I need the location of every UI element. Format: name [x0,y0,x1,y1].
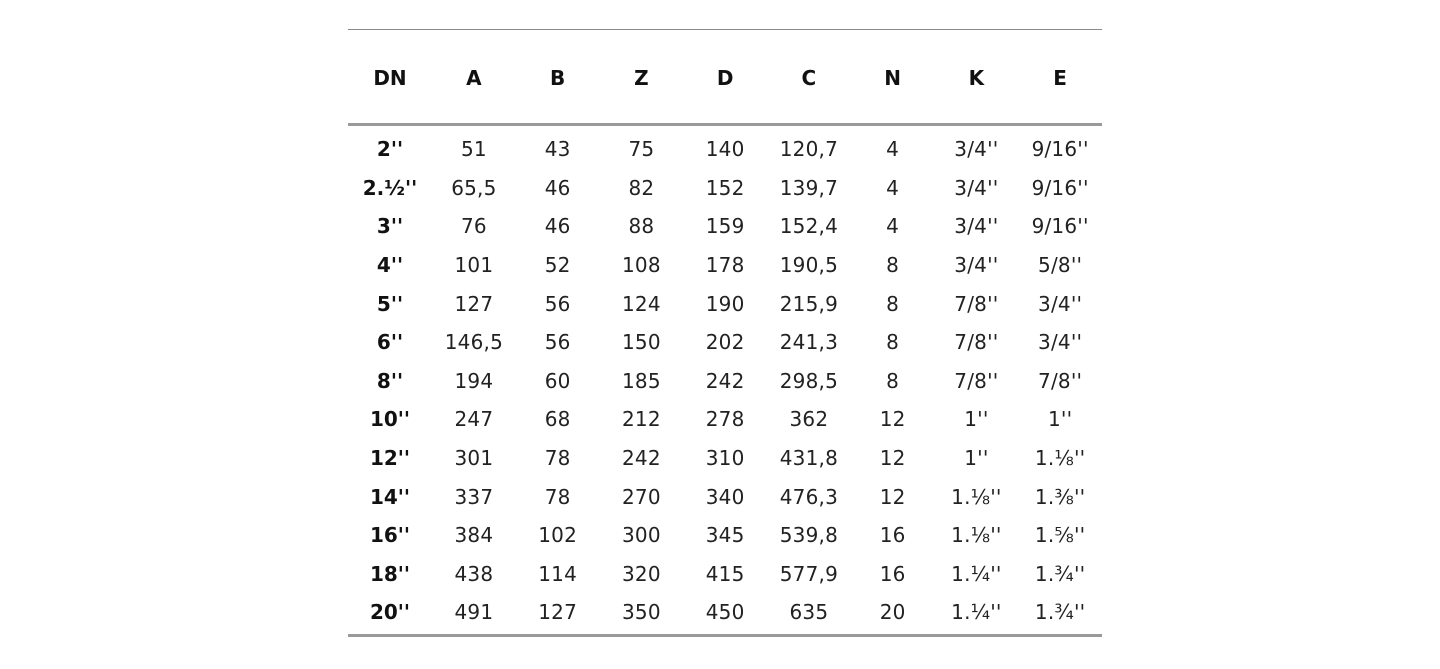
cell-d: 278 [705,407,745,432]
cell-a: 194 [454,368,494,393]
cell-n: 8 [886,330,900,355]
cell-k: 1'' [964,446,989,471]
cell-n: 4 [886,175,900,200]
dimension-table-body [348,126,1102,634]
column-header-d: D [716,65,734,90]
cell-d: 140 [705,137,745,162]
bottom-rule [348,634,1102,637]
cell-a: 247 [454,407,494,432]
cell-k: 3/4'' [954,137,999,162]
cell-z: 82 [628,175,655,200]
cell-b: 46 [544,175,571,200]
cell-z: 108 [621,253,661,278]
table-body [348,126,1102,634]
cell-d: 202 [705,330,745,355]
cell-d: 159 [705,214,745,239]
cell-c: 190,5 [779,253,838,278]
row-dn-cell: 5'' [376,291,404,316]
row-dn-cell: 2'' [376,137,404,162]
row-dn-cell: 10'' [369,407,411,432]
cell-b: 102 [538,523,578,548]
cell-c: 215,9 [779,291,838,316]
cell-c: 362 [789,407,829,432]
cell-a: 337 [454,484,494,509]
cell-e: 9/16'' [1031,175,1089,200]
cell-k: 1'' [964,407,989,432]
cell-k: 7/8'' [954,368,999,393]
cell-n: 12 [879,407,906,432]
cell-n: 8 [886,291,900,316]
cell-a: 301 [454,446,494,471]
row-dn-cell: 2.½'' [362,175,418,200]
cell-c: 539,8 [779,523,838,548]
table-row [348,362,1102,401]
cell-d: 450 [705,600,745,625]
cell-n: 8 [886,253,900,278]
cell-z: 212 [621,407,661,432]
cell-d: 345 [705,523,745,548]
table-row [348,169,1102,208]
cell-e: 1'' [1047,407,1073,432]
cell-a: 491 [454,600,494,625]
column-header-e: E [1053,65,1067,90]
cell-a: 438 [454,561,494,586]
cell-z: 350 [621,600,661,625]
cell-n: 8 [886,368,900,393]
cell-k: 3/4'' [954,214,999,239]
cell-z: 150 [621,330,661,355]
cell-c: 139,7 [779,175,838,200]
row-dn-cell: 12'' [369,446,411,471]
dimension-table-container [348,29,1102,637]
cell-b: 127 [538,600,578,625]
cell-k: 1.¼'' [951,561,1002,586]
cell-e: 9/16'' [1031,137,1089,162]
column-header-c: C [801,65,817,90]
cell-k: 7/8'' [954,291,999,316]
cell-k: 1.¼'' [951,600,1002,625]
table-row [348,284,1102,323]
cell-a: 101 [454,253,494,278]
cell-a: 76 [460,214,487,239]
row-dn-cell: 20'' [369,600,411,625]
cell-e: 9/16'' [1031,214,1089,239]
cell-n: 20 [879,600,906,625]
column-header-k: K [968,65,985,90]
column-header-a: A [466,65,482,90]
row-dn-cell: 14'' [369,484,411,509]
cell-n: 16 [879,523,906,548]
column-header-b: B [550,65,566,90]
cell-b: 78 [544,484,571,509]
cell-z: 185 [621,368,661,393]
row-dn-cell: 6'' [376,330,404,355]
cell-a: 146,5 [444,330,503,355]
cell-b: 43 [544,137,571,162]
cell-e: 7/8'' [1038,368,1083,393]
header-row [348,30,1102,123]
cell-b: 60 [544,368,571,393]
cell-a: 51 [460,137,487,162]
table-row [348,207,1102,246]
cell-d: 310 [705,446,745,471]
cell-z: 242 [621,446,661,471]
table-row [348,593,1102,634]
cell-z: 75 [628,137,655,162]
cell-n: 16 [879,561,906,586]
cell-a: 65,5 [451,175,497,200]
cell-z: 270 [621,484,661,509]
cell-c: 152,4 [779,214,838,239]
table-row [348,439,1102,478]
cell-k: 1.⅛'' [951,484,1002,509]
table-row [348,400,1102,439]
table-row [348,555,1102,594]
cell-a: 384 [454,523,494,548]
cell-b: 46 [544,214,571,239]
cell-e: 1.¾'' [1034,600,1086,625]
cell-k: 3/4'' [954,253,999,278]
row-dn-cell: 16'' [369,523,411,548]
cell-d: 415 [705,561,745,586]
cell-e: 1.⅛'' [1034,446,1086,471]
column-header-dn: DN [373,65,407,90]
row-dn-cell: 3'' [376,214,404,239]
cell-c: 241,3 [779,330,838,355]
cell-b: 114 [538,561,578,586]
table-row [348,323,1102,362]
cell-d: 242 [705,368,745,393]
row-dn-cell: 4'' [376,253,404,278]
cell-c: 431,8 [779,446,838,471]
cell-d: 340 [705,484,745,509]
cell-k: 1.⅛'' [951,523,1002,548]
cell-n: 4 [886,214,900,239]
column-header-z: Z [634,65,649,90]
cell-b: 78 [544,446,571,471]
table-row [348,516,1102,555]
cell-z: 320 [621,561,661,586]
cell-a: 127 [454,291,494,316]
cell-e: 1.⅜'' [1034,484,1086,509]
cell-d: 152 [705,175,745,200]
table-row [348,477,1102,516]
cell-c: 476,3 [779,484,838,509]
table-row [348,246,1102,285]
cell-c: 298,5 [779,368,838,393]
cell-b: 56 [544,291,571,316]
cell-b: 68 [544,407,571,432]
cell-n: 12 [879,484,906,509]
cell-k: 3/4'' [954,175,999,200]
cell-e: 5/8'' [1038,253,1083,278]
row-dn-cell: 8'' [376,368,404,393]
cell-z: 88 [628,214,655,239]
cell-c: 577,9 [779,561,838,586]
row-dn-cell: 18'' [369,561,411,586]
cell-b: 56 [544,330,571,355]
cell-d: 190 [705,291,745,316]
table-row [348,126,1102,169]
table-header [348,30,1102,123]
cell-e: 3/4'' [1038,291,1083,316]
cell-d: 178 [705,253,745,278]
cell-e: 1.⅝'' [1034,523,1086,548]
cell-n: 4 [886,137,900,162]
cell-c: 635 [789,600,829,625]
dimension-table [348,30,1102,123]
cell-e: 3/4'' [1038,330,1083,355]
cell-k: 7/8'' [954,330,999,355]
cell-z: 300 [621,523,661,548]
cell-c: 120,7 [779,137,838,162]
cell-n: 12 [879,446,906,471]
column-header-n: N [884,65,901,90]
cell-b: 52 [544,253,571,278]
cell-z: 124 [621,291,661,316]
cell-e: 1.¾'' [1034,561,1086,586]
